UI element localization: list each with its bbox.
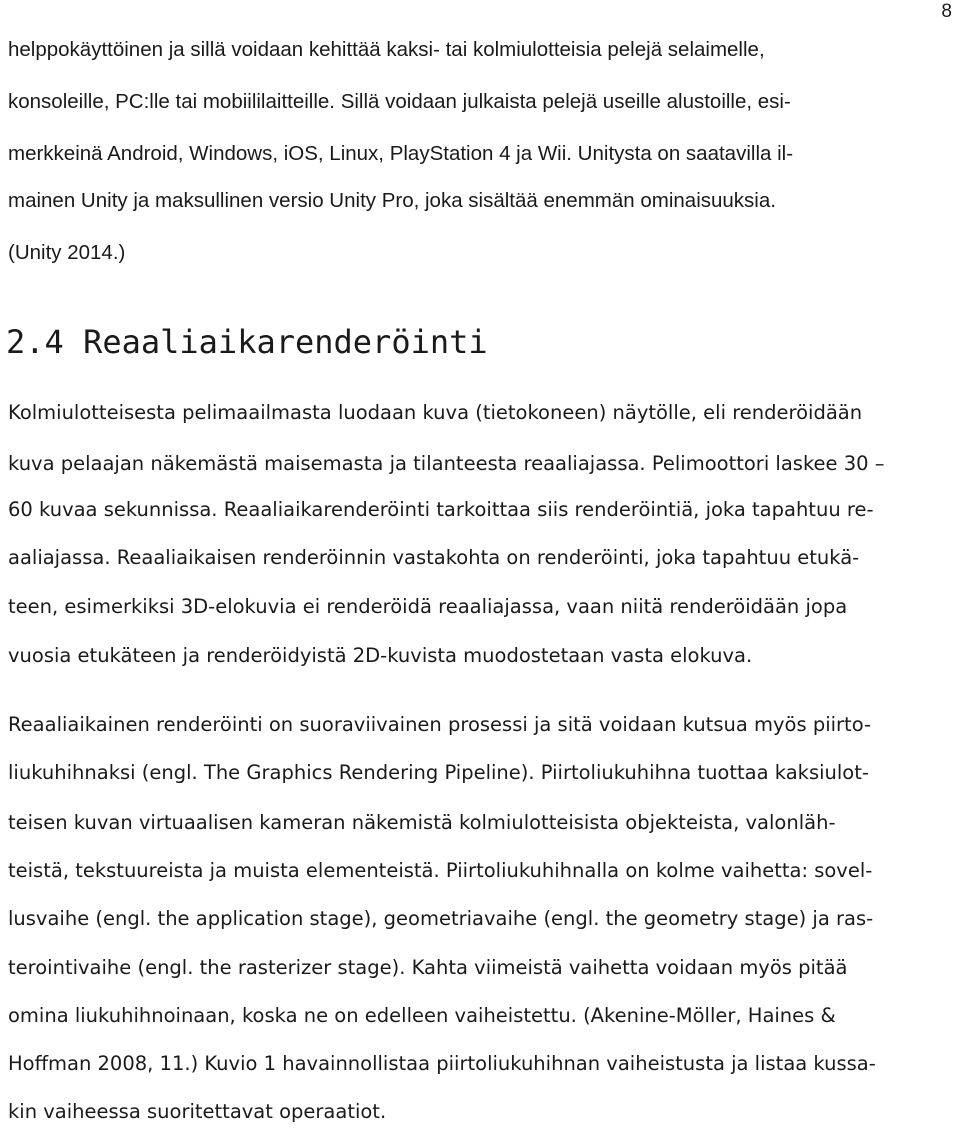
text-line: helppokäyttöinen ja sillä voidaan kehittää kaksi- tai kolmiulotteisia pelejä selaimelle,	[8, 38, 765, 61]
text-line: (Unity 2014.)	[8, 241, 126, 264]
text-line: teisen kuvan virtuaalisen kameran näkemistä kolmiulotteisista objekteista, valonläh-	[8, 811, 836, 834]
text-line: Kolmiulotteisesta pelimaailmasta luodaan kuva (tietokoneen) näytölle, eli renderöidään	[8, 401, 863, 424]
text-line: Reaaliaikainen renderöinti on suoraviivainen prosessi ja sitä voidaan kutsua myös piirto-	[8, 713, 872, 736]
text-line: mainen Unity ja maksullinen versio Unity Pro, joka sisältää enemmän ominaisuuksia.	[8, 189, 776, 212]
text-line: kin vaiheessa suoritettavat operaatiot.	[8, 1100, 387, 1123]
text-line: merkkeinä Android, Windows, iOS, Linux, PlayStation 4 ja Wii. Unitysta on saatavilla il-	[8, 142, 794, 165]
text-line: 60 kuvaa sekunnissa. Reaaliaikarenderöinti tarkoittaa siis renderöintiä, joka tapahtuu re-	[8, 498, 874, 521]
text-line: teistä, tekstuureista ja muista elementeistä. Piirtoliukuhihnalla on kolme vaihetta: sovel-	[8, 859, 873, 882]
text-line: aaliajassa. Reaaliaikaisen renderöinnin vastakohta on renderöinti, joka tapahtuu etukä-	[8, 546, 860, 569]
text-line: vuosia etukäteen ja renderöidyistä 2D-kuvista muodostetaan vasta elokuva.	[8, 644, 753, 667]
text-line: liukuhihnaksi (engl. The Graphics Rendering Pipeline). Piirtoliukuhihna tuottaa kaksiulot-	[8, 761, 869, 784]
text-line: omina liukuhihnoinaan, koska ne on edelleen vaiheistettu. (Akenine-Möller, Haines &	[8, 1004, 836, 1027]
text-line: terointivaihe (engl. the rasterizer stage). Kahta viimeistä vaihetta voidaan myös pitää	[8, 956, 848, 979]
text-line: kuva pelaajan näkemästä maisemasta ja tilanteesta reaaliajassa. Pelimoottori laskee 30 –	[8, 452, 885, 475]
text-line: lusvaihe (engl. the application stage), geometriavaihe (engl. the geometry stage) ja ras-	[8, 907, 874, 930]
text-line: teen, esimerkiksi 3D-elokuvia ei renderöidä reaaliajassa, vaan niitä renderöidään jopa	[8, 595, 848, 618]
page-number: 8	[941, 1, 952, 22]
text-line: Hoffman 2008, 11.) Kuvio 1 havainnollistaa piirtoliukuhihnan vaiheistusta ja listaa kussa-	[8, 1052, 876, 1075]
section-heading: 2.4 Reaaliaikarenderöinti	[6, 323, 488, 361]
text-line: konsoleille, PC:lle tai mobiililaitteille. Sillä voidaan julkaista pelejä useille alustoille, esi-	[8, 90, 791, 113]
